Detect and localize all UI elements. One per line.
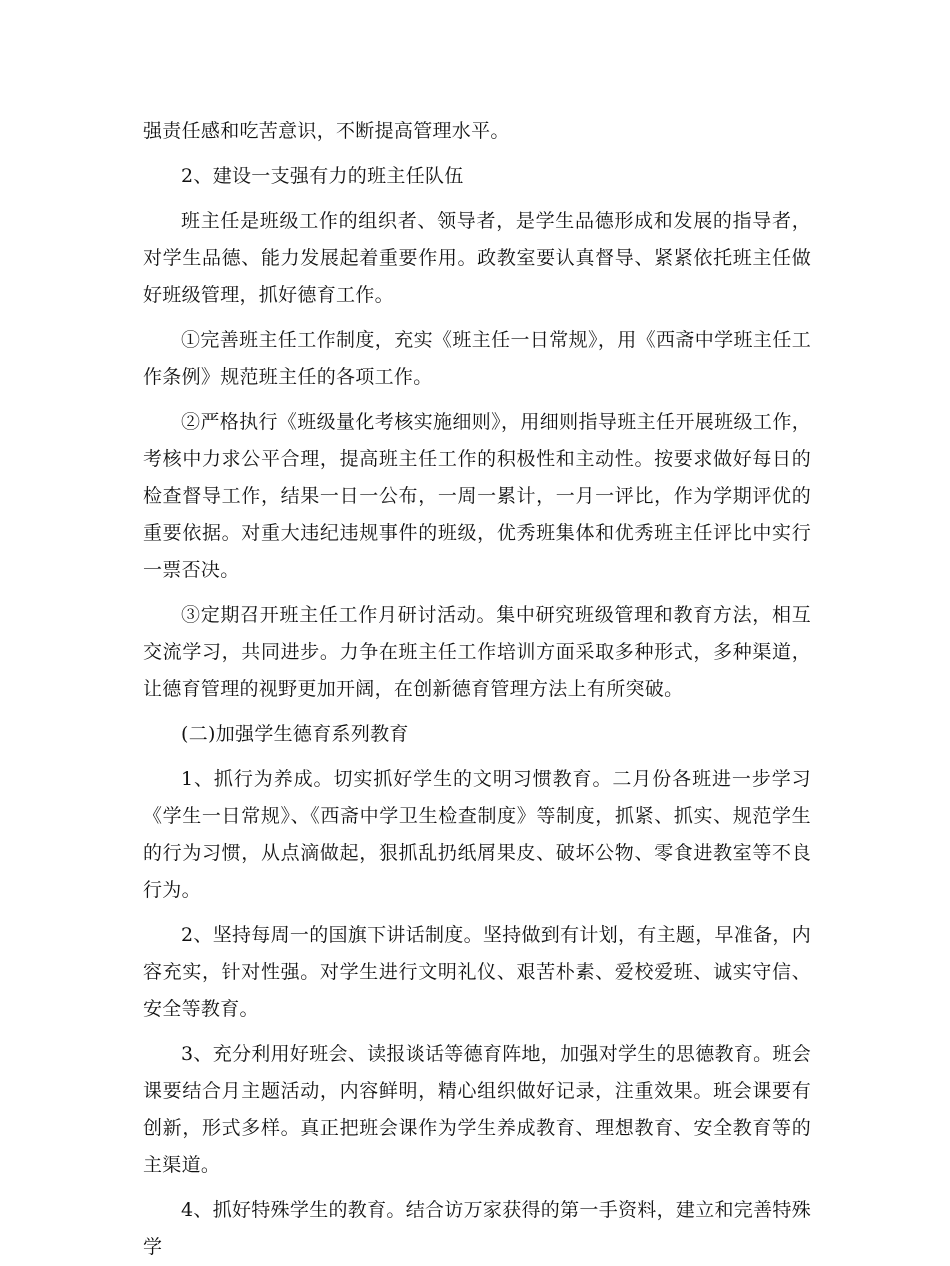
paragraph-behavior-habits: 1、抓行为养成。切实抓好学生的文明习惯教育。二月份各班进一步学习《学生一日常规》、《西斋中学卫生检查制度》等制度，抓紧、抓实、规范学生的行为习惯，从点滴做起，狠抓乱扔纸屑果皮、破坏公物、零食进教室等不良行为。 — [143, 768, 811, 901]
heading-class-teacher-team: 2、建设一支强有力的班主任队伍 — [181, 165, 464, 187]
paragraph-flag-speech: 2、坚持每周一的国旗下讲话制度。坚持做到有计划，有主题，早准备，内容充实，针对性强。对学生进行文明礼仪、艰苦朴素、爱校爱班、诚实守信、安全等教育。 — [143, 924, 811, 1020]
paragraph-special-students: 4、抓好特殊学生的教育。结合访万家获得的第一手资料，建立和完善特殊学 — [143, 1199, 811, 1258]
item-3-monthly-seminar: ③定期召开班主任工作月研讨活动。集中研究班级管理和教育方法，相互交流学习，共同进步。力争在班主任工作培训方面采取多种形式，多种渠道，让德育管理的视野更加开阔，在创新德育管理方法上有所突破。 — [143, 604, 811, 700]
item-1-work-system: ①完善班主任工作制度，充实《班主任一日常规》，用《西斋中学班主任工作条例》规范班主任的各项工作。 — [143, 329, 811, 388]
paragraph-class-meeting: 3、充分利用好班会、读报谈话等德育阵地，加强对学生的思德教育。班会课要结合月主题活动，内容鲜明，精心组织做好记录，注重效果。班会课要有创新，形式多样。真正把班会课作为学生养成教育、理想教育、安全教育等的主渠道。 — [143, 1043, 811, 1176]
paragraph-class-teacher-role: 班主任是班级工作的组织者、领导者，是学生品德形成和发展的指导者，对学生品德、能力发展起着重要作用。政教室要认真督导、紧紧依托班主任做好班级管理，抓好德育工作。 — [143, 210, 811, 306]
item-2-assessment: ②严格执行《班级量化考核实施细则》，用细则指导班主任开展班级工作，考核中力求公平合理，提高班主任工作的积极性和主动性。按要求做好每日的检查督导工作，结果一日一公布，一周一累计，一月一评比，作为学期评优的重要依据。对重大违纪违规事件的班级，优秀班集体和优秀班主任评比中实行一票否决。 — [143, 411, 811, 581]
document-body — [143, 113, 811, 1266]
heading-student-moral-education: (二)加强学生德育系列教育 — [181, 723, 409, 745]
paragraph-continuation: 强责任感和吃苦意识，不断提高管理水平。 — [143, 120, 510, 142]
